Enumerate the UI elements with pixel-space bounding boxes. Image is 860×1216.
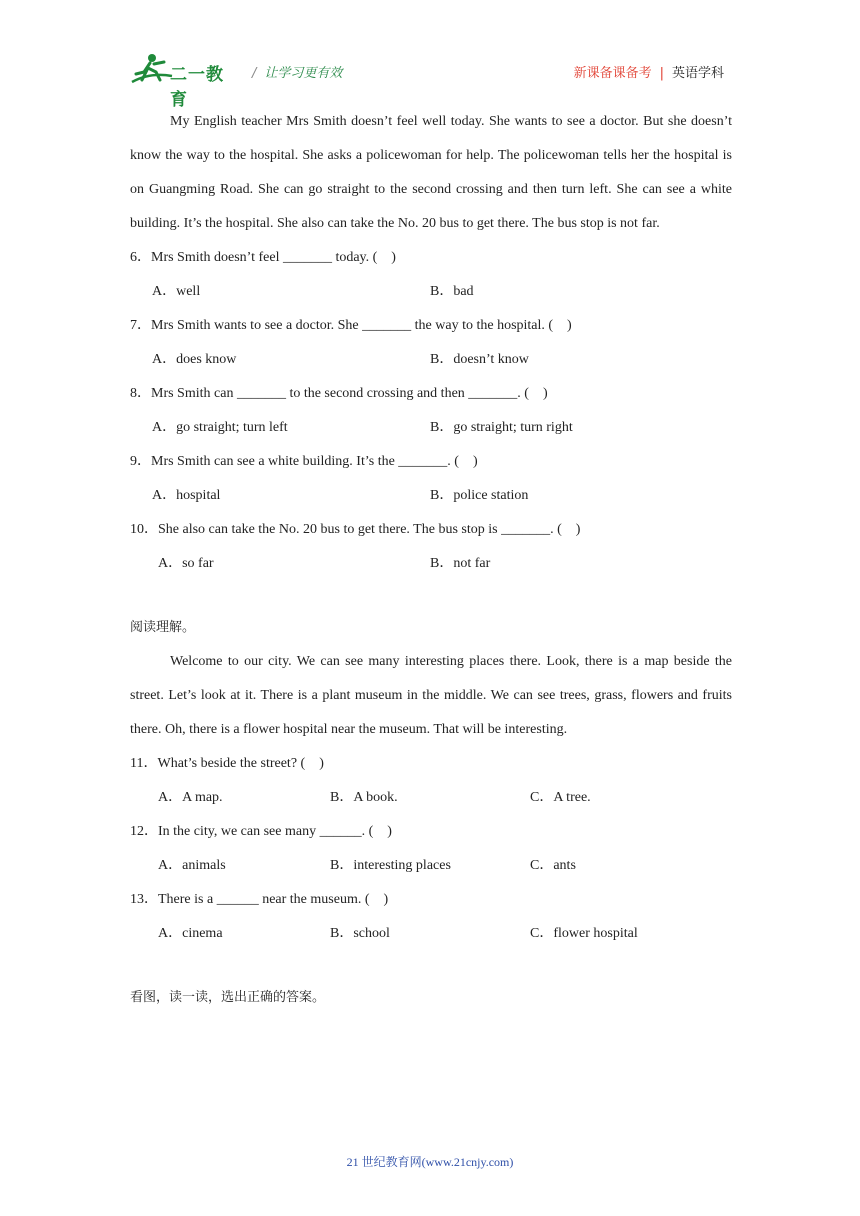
passage-2: Welcome to our city. We can see many interesting places there. Look, there is a map beside the street. Let’s look at it. There is a plant museum in the middle. We can see trees, grass, flowers and fruits there. Oh, there is a flower hospital near the museum. That will be interesting. [130, 654, 732, 737]
option-a: A．A map. [158, 790, 223, 805]
options-13 [130, 917, 732, 951]
document-body [130, 105, 732, 1015]
runner-logo-icon [130, 52, 174, 88]
options-6 [130, 275, 732, 309]
page-header [130, 52, 730, 110]
option-c: C．ants [530, 858, 576, 873]
option-b: B．A book. [330, 790, 398, 805]
question-13: 13．There is a ______ near the museum. ( ) [130, 892, 389, 907]
options-8 [130, 411, 732, 445]
header-course-info [574, 62, 724, 81]
logo [130, 52, 240, 110]
question-8: 8．Mrs Smith can _______ to the second crossing and then _______. ( ) [130, 386, 548, 401]
option-a: A．does know [152, 352, 237, 367]
slogan [252, 62, 342, 81]
option-a: A．well [152, 284, 201, 299]
options-10 [130, 547, 732, 581]
page-footer: 21 世纪教育网(www.21cnjy.com) [346, 1155, 514, 1169]
question-9: 9．Mrs Smith can see a white building. It’s the _______. ( ) [130, 454, 478, 469]
option-b: B．police station [430, 488, 529, 503]
option-b: B．doesn’t know [430, 352, 529, 367]
question-12: 12．In the city, we can see many ______. ( ) [130, 824, 392, 839]
question-6: 6．Mrs Smith doesn’t feel _______ today. ( ) [130, 250, 396, 265]
option-b: B．bad [430, 284, 474, 299]
passage-1: My English teacher Mrs Smith doesn’t feel well today. She wants to see a doctor. But she doesn’t know the way to the hospital. She asks a policewoman for help. The policewoman tells her the hospital is on Guangming Road. She can go straight to the second crossing and then turn left. She can see a white building. It’s the hospital. She also can take the No. 20 bus to get there. The bus stop is not far. [130, 114, 732, 231]
option-c: C．A tree. [530, 790, 591, 805]
option-a: A．hospital [152, 488, 221, 503]
options-9 [130, 479, 732, 513]
option-a: A．cinema [158, 926, 223, 941]
option-a: A．so far [158, 556, 214, 571]
option-a: A．go straight; turn left [152, 420, 288, 435]
options-7 [130, 343, 732, 377]
logo-text: 二一教育 [170, 65, 224, 110]
option-a: A．animals [158, 858, 226, 873]
subject-label: 英语学科 [671, 66, 724, 81]
option-b: B．interesting places [330, 858, 451, 873]
option-b: B．go straight; turn right [430, 420, 573, 435]
option-b: B．school [330, 926, 390, 941]
slash-icon: / [252, 66, 257, 81]
section-title-reading: 阅读理解。 [130, 620, 196, 635]
slogan-text: 让学习更有效 [264, 66, 343, 81]
option-c: C．flower hospital [530, 926, 638, 941]
spacer [130, 581, 732, 611]
option-b: B．not far [430, 556, 491, 571]
header-separator: | [659, 66, 664, 81]
spacer [130, 951, 732, 981]
question-7: 7．Mrs Smith wants to see a doctor. She _______ the way to the hospital. ( ) [130, 318, 572, 333]
question-10: 10．She also can take the No. 20 bus to get there. The bus stop is _______. ( ) [130, 522, 581, 537]
options-11 [130, 781, 732, 815]
course-label: 新课备课备考 [573, 66, 652, 81]
question-11: 11．What’s beside the street? ( ) [130, 756, 324, 771]
options-12 [130, 849, 732, 883]
section-title-picture: 看图，读一读，选出正确的答案。 [130, 990, 326, 1005]
